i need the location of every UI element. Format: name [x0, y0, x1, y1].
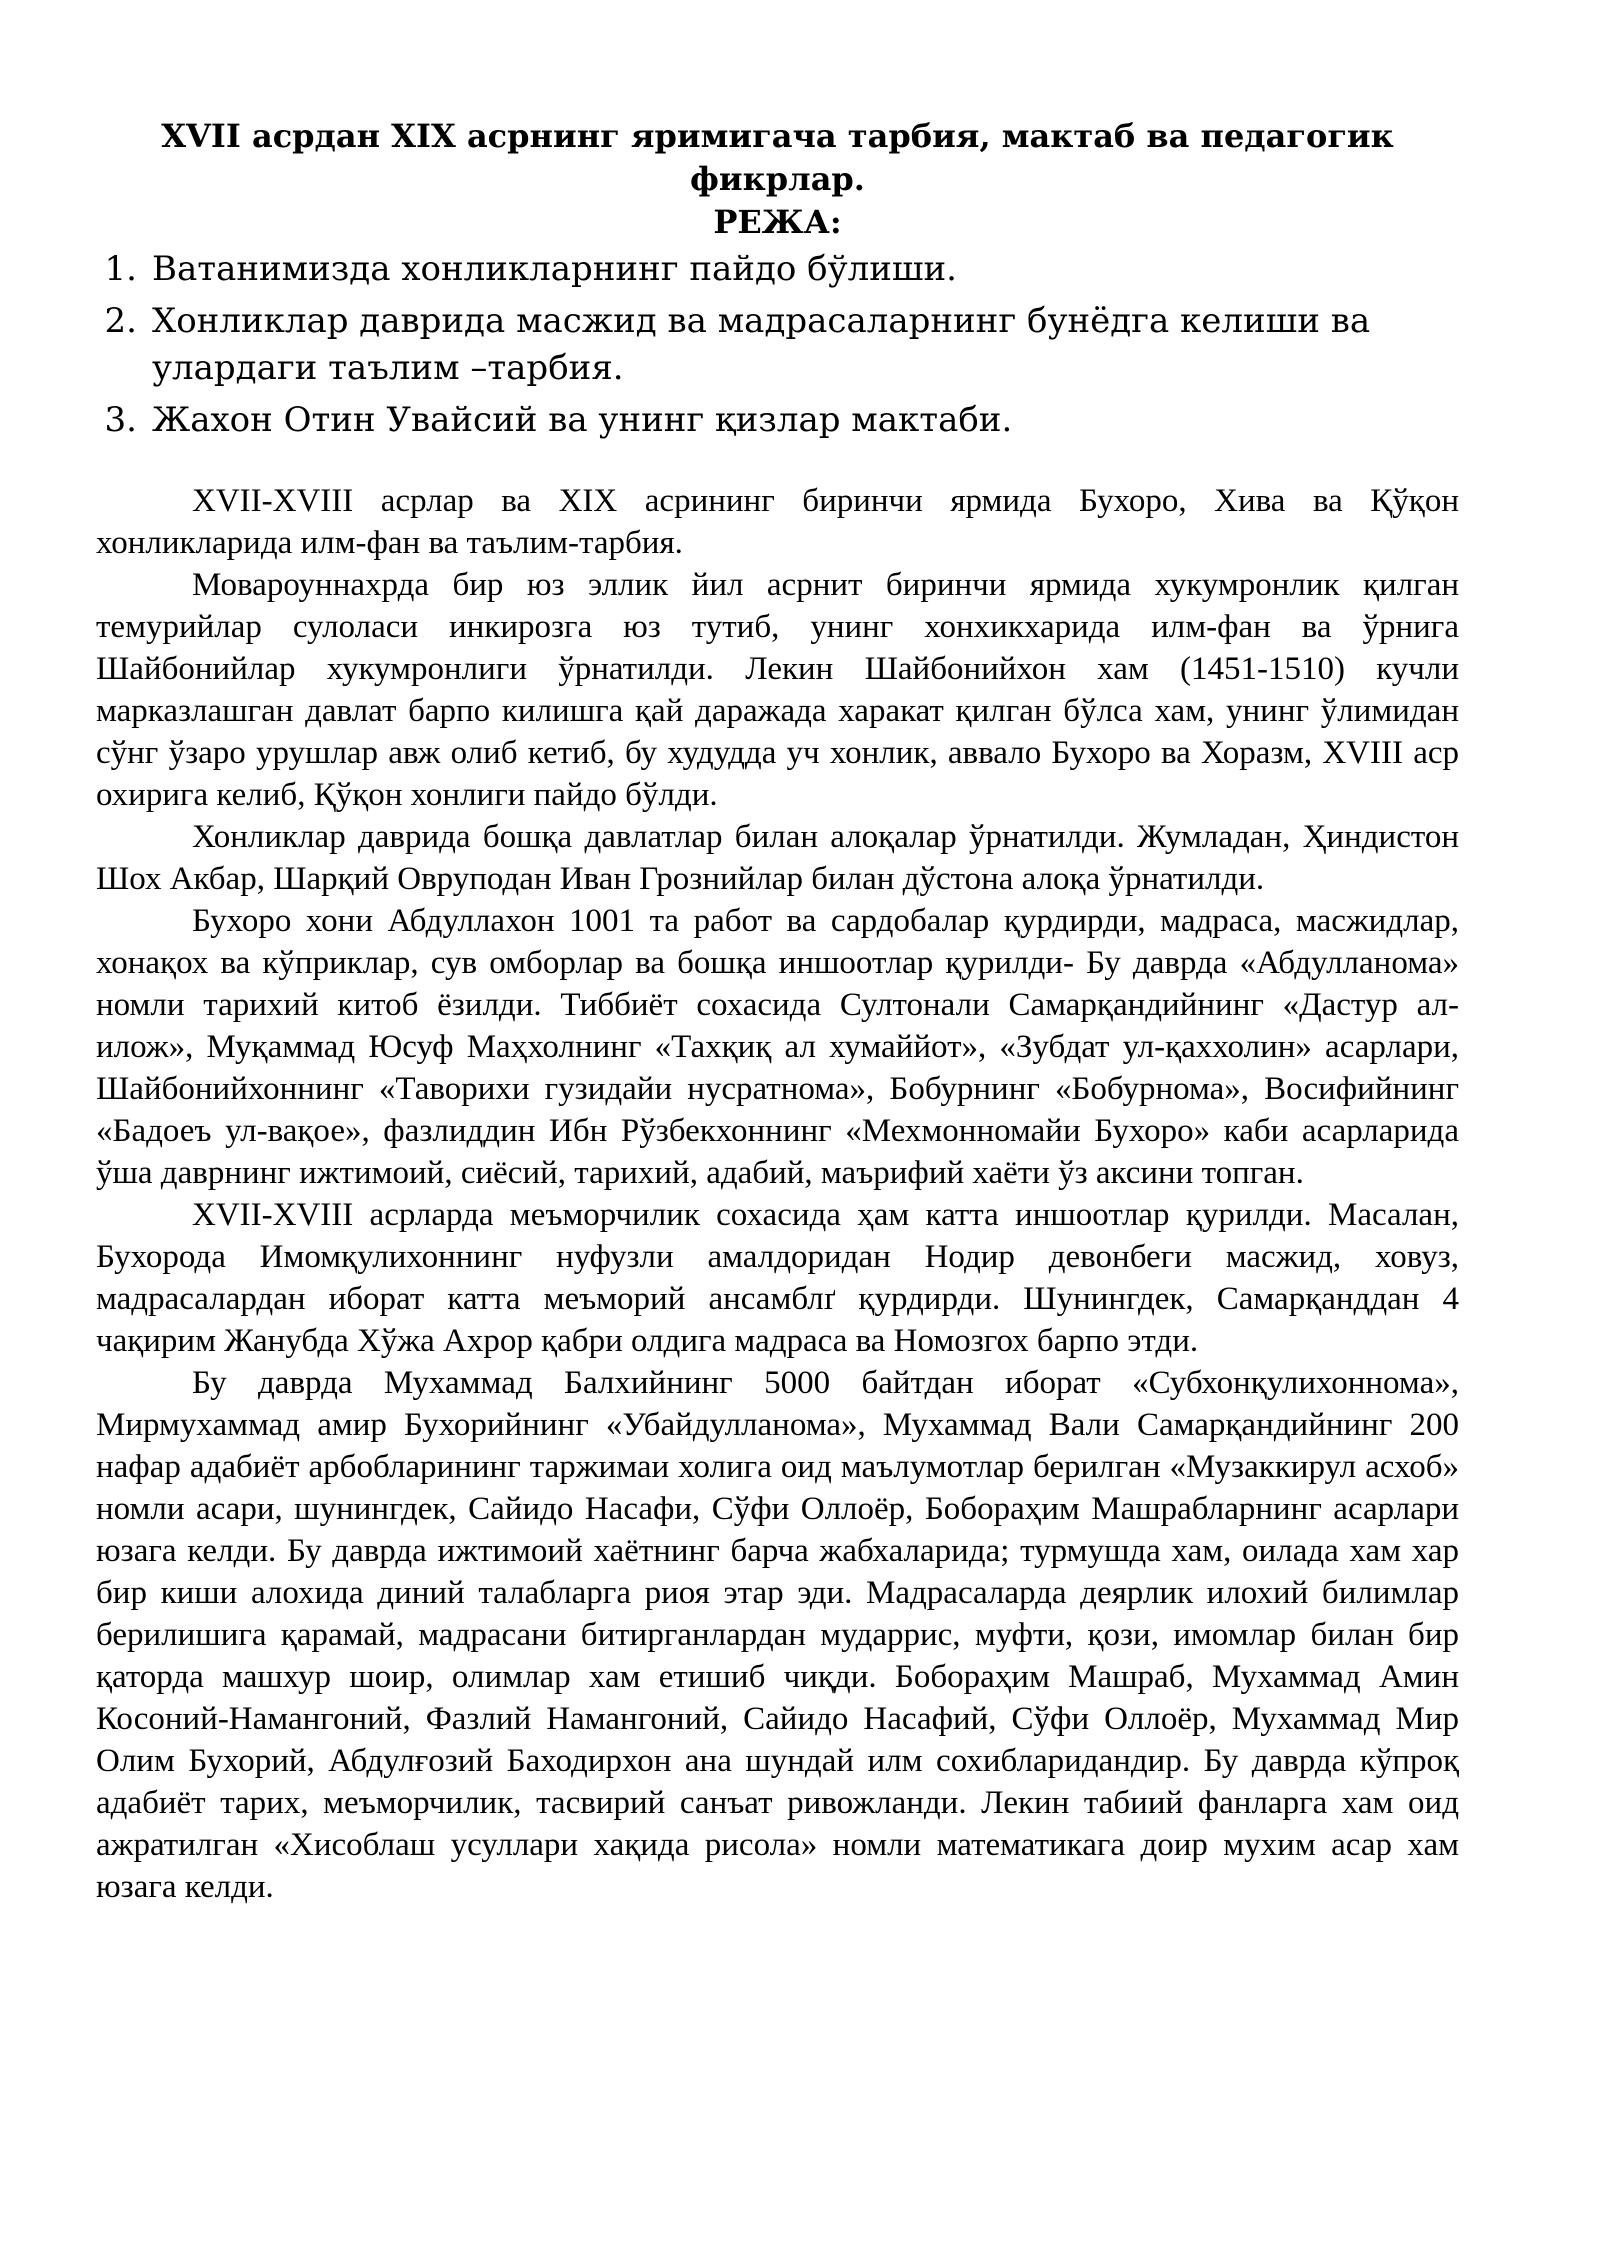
body-paragraph: XVII-XVIII асрлар ва XIX асрининг биринчи ярмида Бухоро, Хива ва Қўқон хонликларида илм-фан ва таълим-тарбия. [96, 483, 1459, 561]
plan-item [96, 397, 1459, 444]
body-paragraph: Хонликлар даврида бошқа давлатлар билан алоқалар ўрнатилди. Жумладан, Ҳиндистон Шох Акбар, Шарқий Овруподан Иван Грознийлар билан дўстона алоқа ўрнатилди. [96, 819, 1459, 897]
plan-item [96, 246, 1459, 293]
plan-list [96, 246, 1459, 444]
body-paragraph: Бу даврда Мухаммад Балхийнинг 5000 байтдан иборат «Субхонқулихоннома», Мирмухаммад амир Бухорийнинг «Убайдулланома», Мухаммад Вали Самарқандийнинг 200 нафар адабиёт арбобларининг таржимаи холига оид маълумотлар берилган «Музаккирул асхоб» номли асари, шунингдек, Сайидо Насафи, Сўфи Оллоёр, Бобораҳим Машрабларнинг асарлари юзага келди. Бу даврда ижтимоий хаётнинг барча жабхаларида; турмушда хам, оилада хам хар бир киши алохида диний талабларга риоя этар эди. Мадрасаларда деярлик илохий билимлар берилишига қарамай, мадрасани битирганлардан мударрис, муфти, қози, имомлар билан бир қаторда машхур шоир, олимлар хам етишиб чиқди. Бобораҳим Машраб, Мухаммад Амин Косоний-Намангоний, Фазлий Намангоний, Сайидо Насафий, Сўфи Оллоёр, Мухаммад Мир Олим Бухорий, Абдулғозий Баходирхон ана шундай илм сохибларидандир. Бу даврда кўпроқ адабиёт тарих, меъморчилик, тасвирий санъат ривожланди. Лекин табиий фанларга хам оид ажратилган «Хисоблаш усуллари хақида рисола» номли математикага доир мухим асар хам юзага келди. [96, 1365, 1459, 1905]
body-paragraph: XVII-XVIII асрларда меъморчилик сохасида ҳам катта иншоотлар қурилди. Масалан, Бухорода Имомқулихоннинг нуфузли амалдоридан Нодир девонбеги масжид, ховуз, мадрасалардан иборат катта меъморий ансамблґ қурдирди. Шунингдек, Самарқанддан 4 чақирим Жанубда Хўжа Ахрор қабри олдига мадраса ва Номозгох барпо этди. [96, 1197, 1459, 1359]
body-paragraph: Мовароуннахрда бир юз эллик йил асрнит биринчи ярмида хукумронлик қилган темурийлар сулоласи инкирозга юз тутиб, унинг хонхикхарида илм-фан ва ўрнига Шайбонийлар хукумронлиги ўрнатилди. Лекин Шайбонийхон хам (1451-1510) кучли марказлашган давлат барпо килишга қай даражада харакат қилган бўлса хам, унинг ўлимидан сўнг ўзаро урушлар авж олиб кетиб, бу худудда уч хонлик, аввало Бухоро ва Хоразм, XVIII аср охирига келиб, Қўқон хонлиги пайдо бўлди. [96, 567, 1459, 813]
plan-item-text: Жахон Отин Увайсий ва унинг қизлар мактаби. [152, 400, 1013, 440]
plan-item-text: Хонликлар даврида масжид ва мадрасаларнинг бунёдга келиши ва улардаги таълим –тарбия. [152, 301, 1371, 388]
plan-item-text: Ватанимизда хонликларнинг пайдо бўлиши. [152, 249, 957, 289]
document-page [96, 115, 1459, 1908]
plan-heading: РЕЖА: [713, 203, 842, 241]
document-body [96, 480, 1459, 1908]
plan-item-number: 1. [104, 249, 137, 289]
body-paragraph: Бухоро хони Абдуллахон 1001 та работ ва сардобалар қурдирди, мадраса, масжидлар, хонақох ва кўприклар, сув омборлар ва бошқа иншоотлар қурилди- Бу даврда «Абдулланома» номли тарихий китоб ёзилди. Тиббиёт сохасида Султонали Самарқандийнинг «Дастур ал-илож», Муқаммад Юсуф Маҳхолнинг «Тахқиқ ал хумаййот», «Зубдат ул-қаххолин» асарлари, Шайбонийхоннинг «Таворихи гузидайи нусратнома», Бобурнинг «Бобурнома», Восифийнинг «Бадоеъ ул-вақое», фазлиддин Ибн Рўзбекхоннинг «Мехмонномайи Бухоро» каби асарларида ўша даврнинг ижтимоий, сиёсий, тарихий, адабий, маърифий хаёти ўз аксини топган. [96, 903, 1459, 1191]
document-title: XVII асрдан XIX асрнинг яримигача тарбия, мактаб ва педагогик фикрлар. [161, 117, 1394, 198]
plan-item-number: 2. [104, 301, 137, 341]
plan-item-number: 3. [104, 400, 137, 440]
plan-item [96, 298, 1459, 392]
